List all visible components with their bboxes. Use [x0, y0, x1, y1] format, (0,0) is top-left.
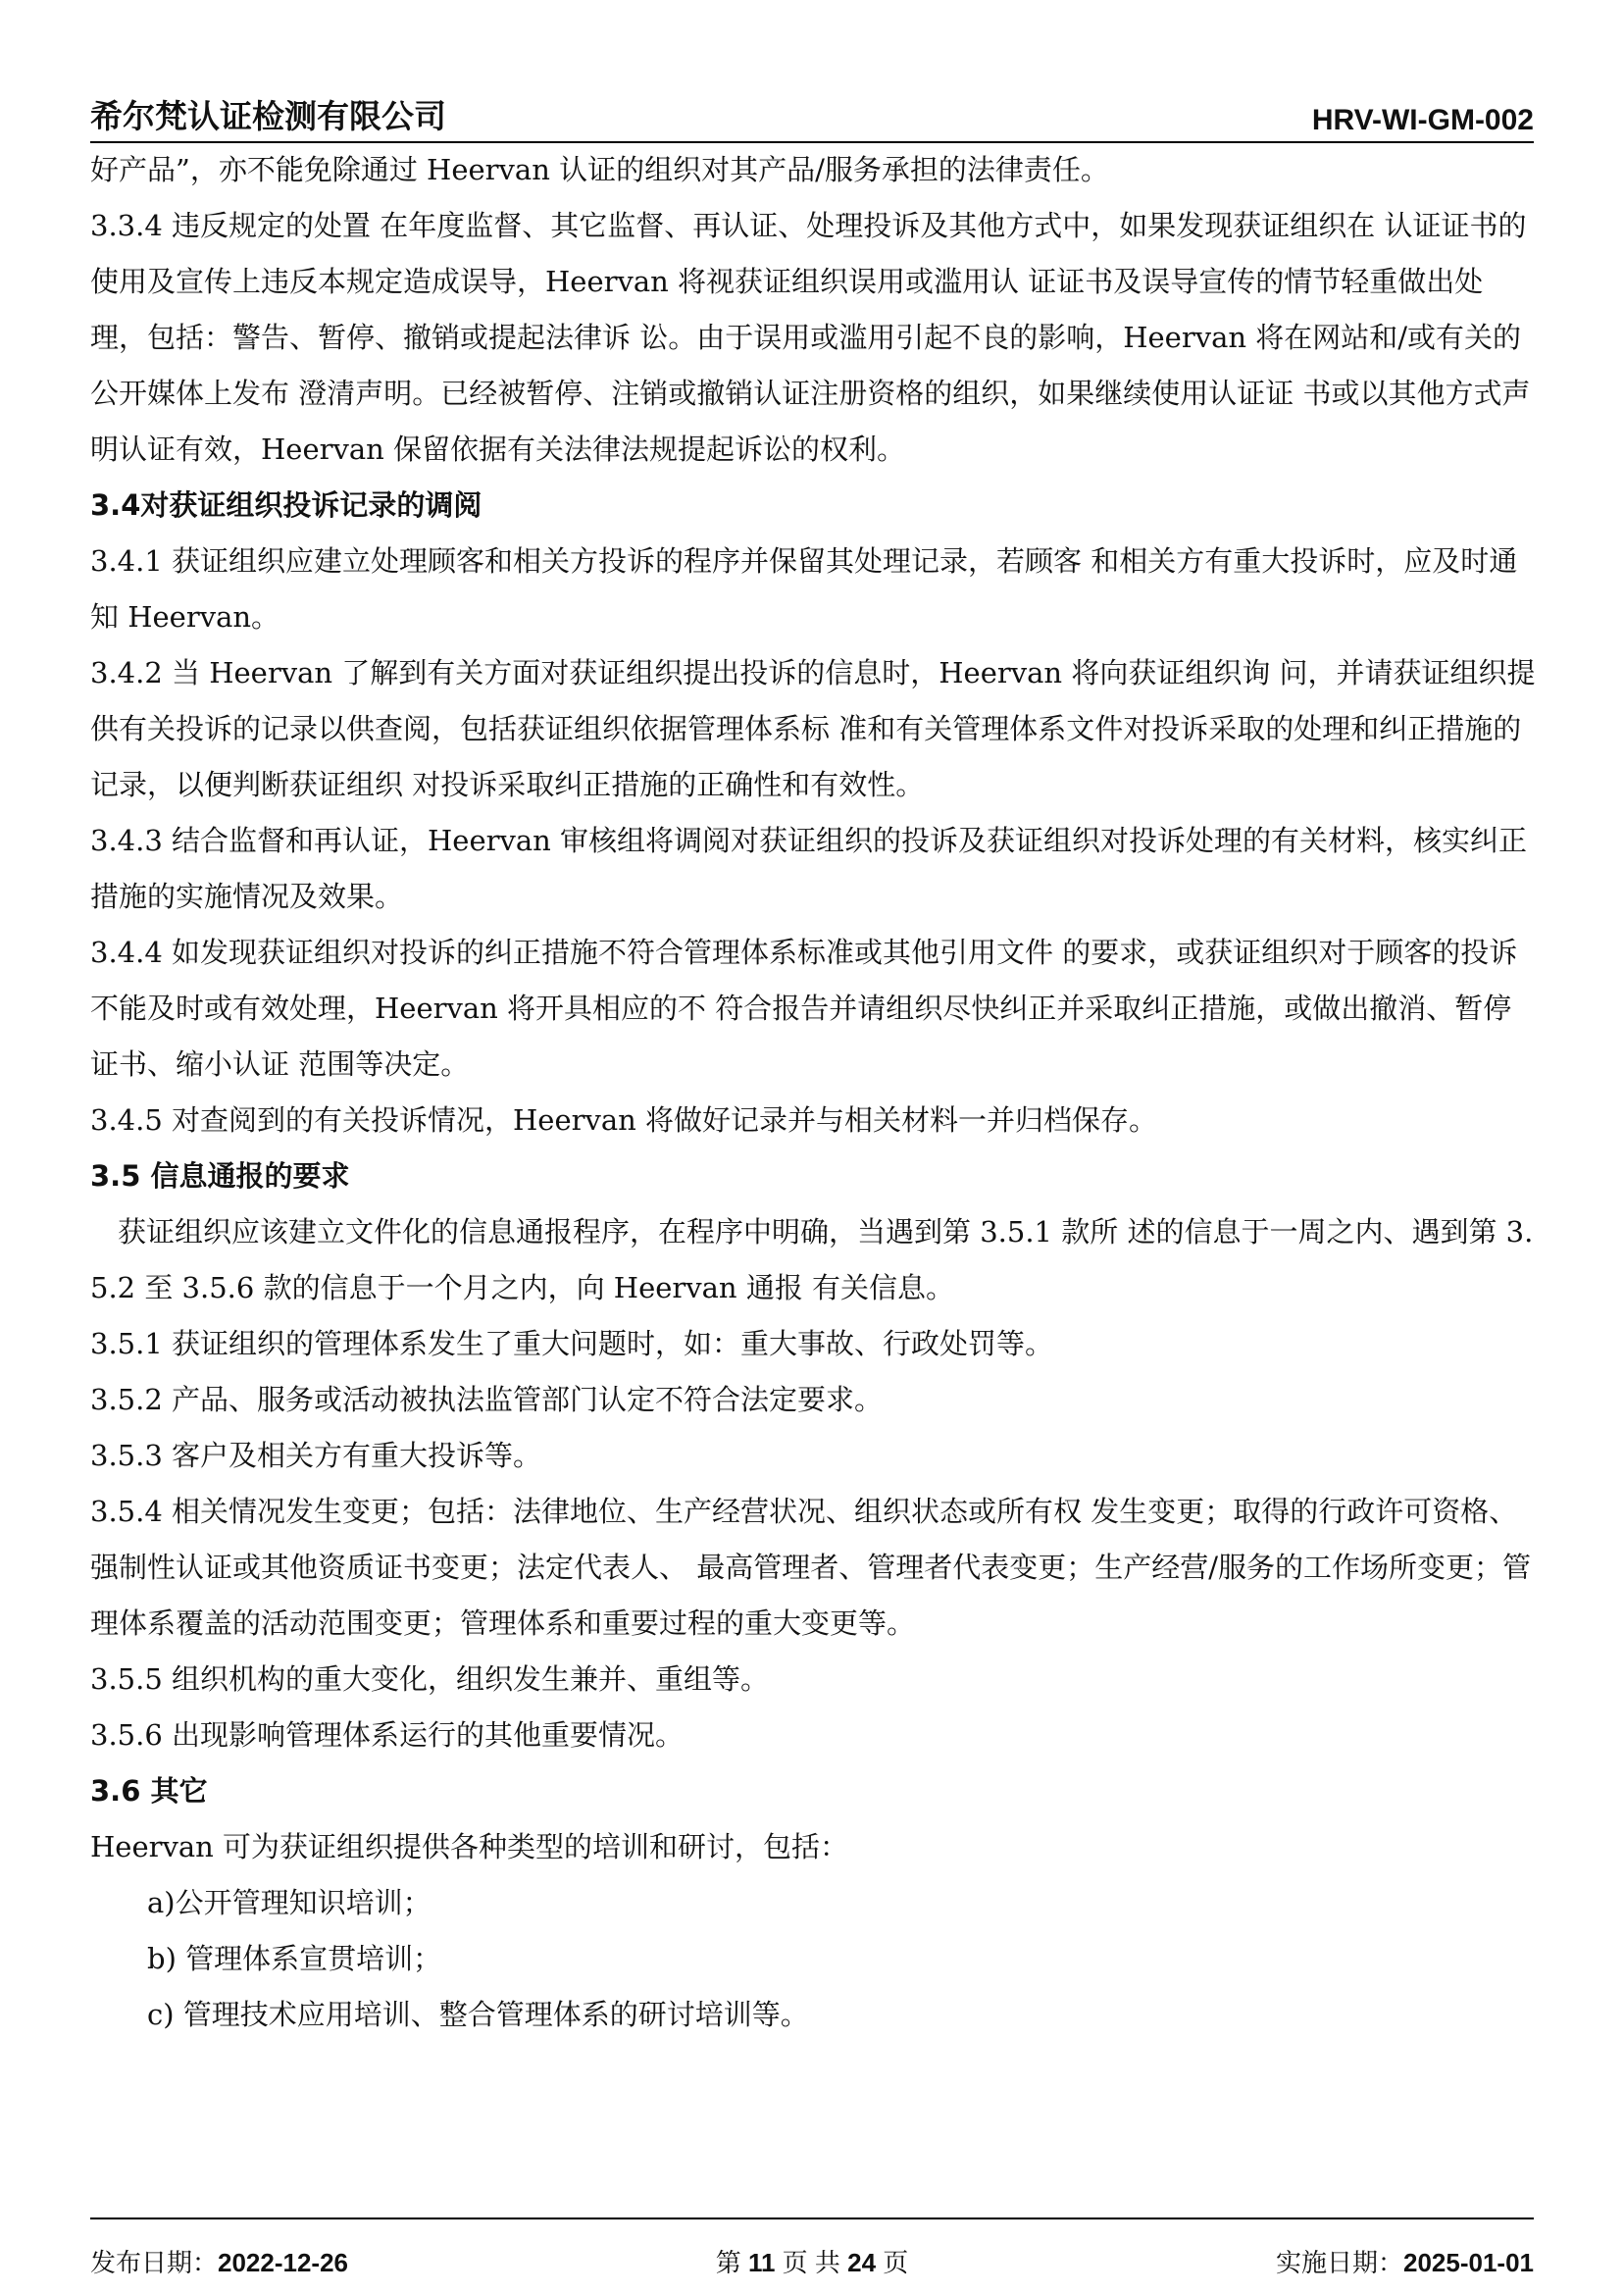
- section-3-5-intro: 获证组织应该建立文件化的信息通报程序，在程序中明确，当遇到第 3.5.1 款所 述的信息于一周之内、遇到第 3.5.2 至 3.5.6 款的信息于一个月之内，向 Heervan 通报 有关信息。: [90, 1215, 1534, 1304]
- issue-date-label: 发布日期：: [90, 2248, 219, 2277]
- page-prefix: 第: [715, 2248, 741, 2277]
- effective-date-label: 实施日期：: [1275, 2248, 1403, 2277]
- page-footer: [90, 2243, 1534, 2282]
- document-body: [90, 142, 1536, 2043]
- effective-date: [1276, 2243, 1534, 2279]
- clause-3-5-3: 3.5.3 客户及相关方有重大投诉等。: [90, 1439, 542, 1472]
- clause-3-5-2: 3.5.2 产品、服务或活动被执法监管部门认定不符合法定要求。: [90, 1383, 884, 1416]
- page-current: 11: [747, 2248, 776, 2277]
- page-mid: 页 共: [782, 2248, 840, 2277]
- clause-3-5-5: 3.5.5 组织机构的重大变化，组织发生兼并、重组等。: [90, 1662, 770, 1696]
- section-heading-3-4: 3.4对获证组织投诉记录的调阅: [90, 488, 482, 522]
- clause-3-3-4: 3.3.4 违反规定的处置 在年度监督、其它监督、再认证、处理投诉及其他方式中，如果发现获证组织在 认证证书的使用及宣传上违反本规定造成误导，Heervan 将视获证组织误用或滥用认 证证书及误导宣传的情节轻重做出处理，包括：警告、暂停、撤销或提起法律诉 讼。由于误用或滥用引起不良的影响，Heervan 将在网站和/或有关的公开媒体上发布 澄清声明。已经被暂停、注销或撤销认证注册资格的组织，如果继续使用认证证 书或以其他方式声明认证有效，Heervan 保留依据有关法律法规提起诉讼的权利。: [90, 209, 1531, 466]
- section-heading-3-5: 3.5 信息通报的要求: [90, 1159, 350, 1193]
- clause-3-4-5: 3.4.5 对查阅到的有关投诉情况，Heervan 将做好记录并与相关材料一并归档保存。: [90, 1103, 1158, 1137]
- section-3-6-intro: Heervan 可为获证组织提供各种类型的培训和研讨，包括：: [90, 1830, 849, 1863]
- page-total: 24: [847, 2248, 877, 2277]
- list-item-c: c) 管理技术应用培训、整合管理体系的研讨培训等。: [147, 1998, 809, 2031]
- issue-date-value: 2022-12-26: [218, 2248, 349, 2277]
- clause-3-5-1: 3.5.1 获证组织的管理体系发生了重大问题时，如：重大事故、行政处罚等。: [90, 1327, 1054, 1360]
- page-header: [90, 98, 1534, 143]
- clause-3-4-4: 3.4.4 如发现获证组织对投诉的纠正措施不符合管理体系标准或其他引用文件 的要求，或获证组织对于顾客的投诉不能及时或有效处理，Heervan 将开具相应的不 符合报告并请组织尽快纠正并采取纠正措施，或做出撤消、暂停证书、缩小认证 范围等决定。: [90, 936, 1518, 1081]
- effective-date-value: 2025-01-01: [1403, 2248, 1534, 2277]
- list-item-a: a)公开管理知识培训；: [147, 1886, 431, 1919]
- document-number: HRV-WI-GM-002: [1311, 104, 1534, 136]
- section-heading-3-6: 3.6 其它: [90, 1774, 208, 1808]
- list-item-b: b) 管理体系宣贯培训；: [147, 1942, 442, 1975]
- clause-3-4-2: 3.4.2 当 Heervan 了解到有关方面对获证组织提出投诉的信息时，Heervan 将向获证组织询 问，并请获证组织提供有关投诉的记录以供查阅，包括获证组织依据管理体系标 准和有关管理体系文件对投诉采取的处理和纠正措施的记录，以便判断获证组织 对投诉采取纠正措施的正确性和有效性。: [90, 656, 1536, 801]
- page-suffix: 页: [883, 2248, 909, 2277]
- footer-divider: [90, 2218, 1534, 2219]
- company-name: 希尔梵认证检测有限公司: [90, 98, 446, 134]
- clause-3-4-1: 3.4.1 获证组织应建立处理顾客和相关方投诉的程序并保留其处理记录，若顾客 和相关方有重大投诉时，应及时通知 Heervan。: [90, 544, 1518, 634]
- clause-3-5-6: 3.5.6 出现影响管理体系运行的其他重要情况。: [90, 1718, 685, 1752]
- paragraph-continuation: 好产品”，亦不能免除通过 Heervan 认证的组织对其产品/服务承担的法律责任。: [90, 153, 1109, 186]
- clause-3-4-3: 3.4.3 结合监督和再认证，Heervan 审核组将调阅对获证组织的投诉及获证组织对投诉处理的有关材料，核实纠正措施的实施情况及效果。: [90, 824, 1528, 913]
- clause-3-5-4: 3.5.4 相关情况发生变更；包括：法律地位、生产经营状况、组织状态或所有权 发生变更；取得的行政许可资格、强制性认证或其他资质证书变更；法定代表人、 最高管理者、管理者代表变更；生产经营/服务的工作场所变更；管理体系覆盖的活动范围变更；管理体系和重要过程的重大变更等。: [90, 1495, 1531, 1640]
